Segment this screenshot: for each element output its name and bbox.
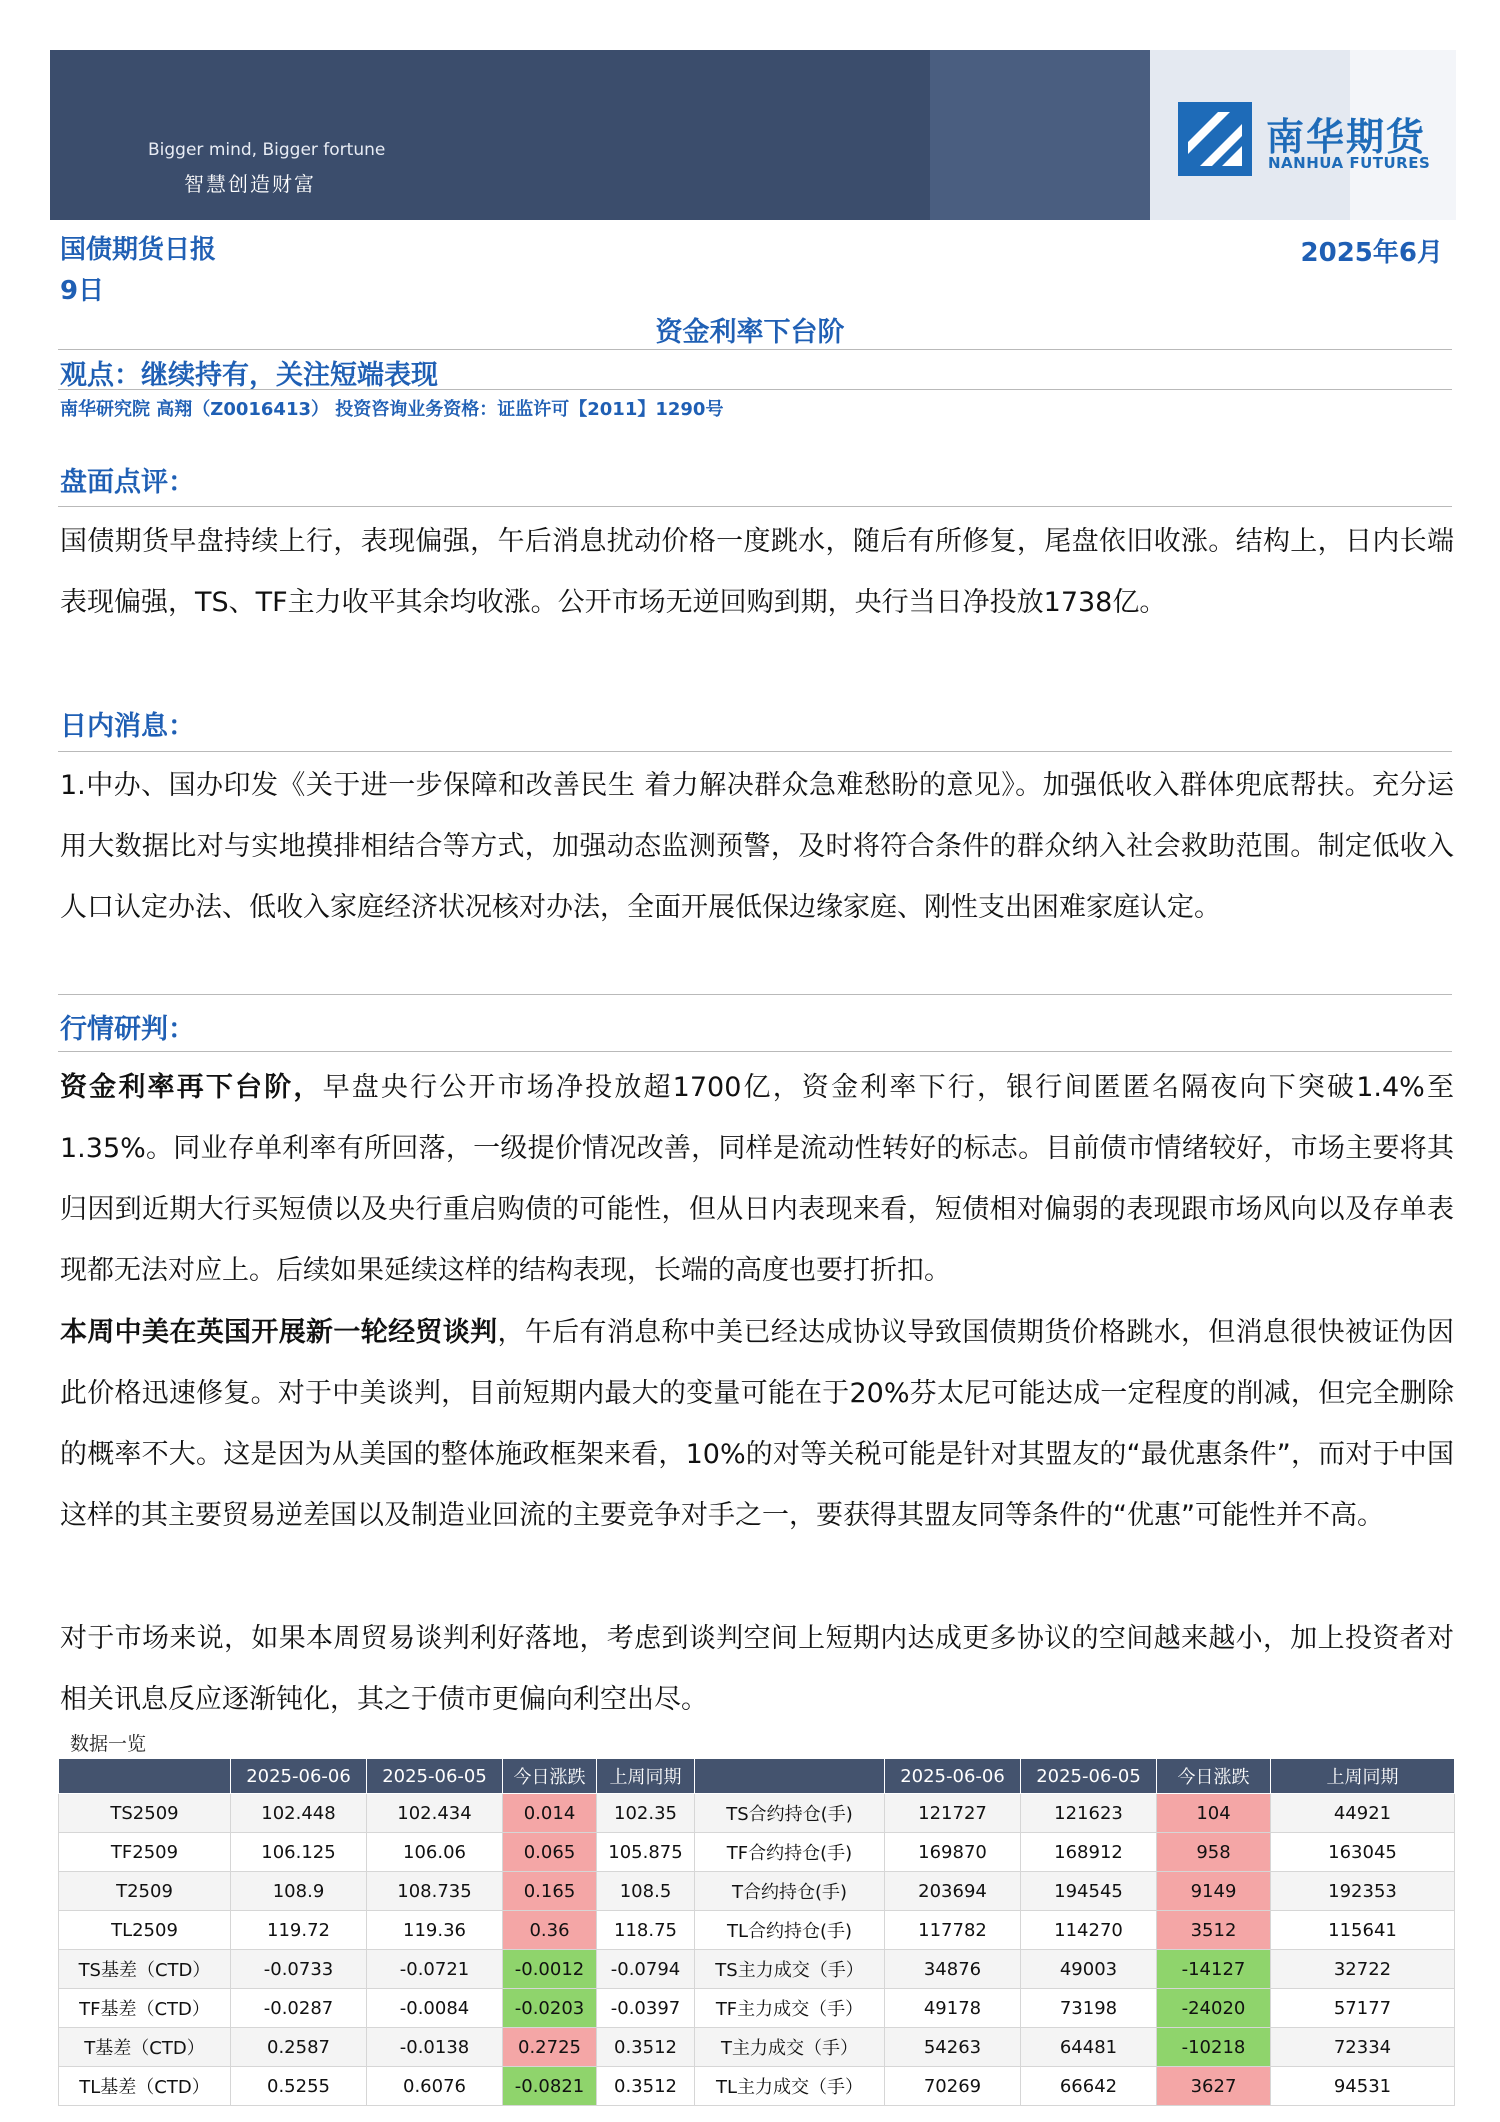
divider bbox=[58, 506, 1452, 507]
table-row bbox=[59, 1833, 1455, 1872]
table-cell: TF合约持仓(手) bbox=[695, 1833, 885, 1872]
table-cell: -0.0138 bbox=[367, 2028, 503, 2067]
table-cell: 169870 bbox=[885, 1833, 1021, 1872]
table-header-row bbox=[59, 1759, 1455, 1794]
table-cell: TS基差（CTD） bbox=[59, 1950, 231, 1989]
table-row bbox=[59, 2028, 1455, 2067]
table-cell: -0.0821 bbox=[503, 2067, 597, 2106]
table-cell: 0.014 bbox=[503, 1794, 597, 1833]
table-cell: 102.35 bbox=[597, 1794, 695, 1833]
table-cell: 3627 bbox=[1157, 2067, 1271, 2106]
table-row bbox=[59, 1794, 1455, 1833]
table-cell: 32722 bbox=[1271, 1950, 1455, 1989]
table-cell: -0.0203 bbox=[503, 1989, 597, 2028]
table-cell: 0.5255 bbox=[231, 2067, 367, 2106]
table-cell: 49178 bbox=[885, 1989, 1021, 2028]
data-table bbox=[58, 1758, 1455, 2106]
table-cell: 34876 bbox=[885, 1950, 1021, 1989]
table-cell: 49003 bbox=[1021, 1950, 1157, 1989]
table-cell: TL合约持仓(手) bbox=[695, 1911, 885, 1950]
table-cell: -0.0287 bbox=[231, 1989, 367, 2028]
table-cell: 108.735 bbox=[367, 1872, 503, 1911]
table-cell: 192353 bbox=[1271, 1872, 1455, 1911]
table-cell: 106.06 bbox=[367, 1833, 503, 1872]
table-cell: 121623 bbox=[1021, 1794, 1157, 1833]
table-cell: 72334 bbox=[1271, 2028, 1455, 2067]
table-cell: 70269 bbox=[885, 2067, 1021, 2106]
table-cell: -10218 bbox=[1157, 2028, 1271, 2067]
table-row bbox=[59, 1950, 1455, 1989]
table-cell: TF基差（CTD） bbox=[59, 1989, 231, 2028]
report-title: 国债期货日报 bbox=[60, 235, 217, 265]
logo-mark-icon bbox=[1178, 102, 1252, 176]
review-paragraph: 国债期货早盘持续上行，表现偏强，午后消息扰动价格一度跳水，随后有所修复，尾盘依旧收涨。结构上，日内长端表现偏强，TS、TF主力收平其余均收涨。公开市场无逆回购到期，央行当日净投放1738亿。 bbox=[60, 526, 1454, 618]
table-row bbox=[59, 1911, 1455, 1950]
table-cell: 168912 bbox=[1021, 1833, 1157, 1872]
table-header: 2025-06-06 bbox=[885, 1759, 1021, 1794]
analysis-lead-1: 资金利率再下台阶， bbox=[60, 1072, 323, 1103]
table-cell: -0.0721 bbox=[367, 1950, 503, 1989]
table-cell: -0.0084 bbox=[367, 1989, 503, 2028]
table-cell: -24020 bbox=[1157, 1989, 1271, 2028]
section-heading-review: 盘面点评： bbox=[60, 467, 195, 498]
table-cell: 0.36 bbox=[503, 1911, 597, 1950]
report-headline: 资金利率下台阶 bbox=[655, 317, 845, 348]
table-cell: 57177 bbox=[1271, 1989, 1455, 2028]
table-cell: 105.875 bbox=[597, 1833, 695, 1872]
table-row bbox=[59, 2067, 1455, 2106]
table-cell: 54263 bbox=[885, 2028, 1021, 2067]
table-cell: 114270 bbox=[1021, 1911, 1157, 1950]
analysis-text-1: 早盘央行公开市场净投放超1700亿，资金利率下行，银行间匿匿名隔夜向下突破1.4%至1.35%。同业存单利率有所回落，一级提价情况改善，同样是流动性转好的标志。目前债市情绪较好，市场主要将其归因到近期大行买短债以及央行重启购债的可能性，但从日内表现来看，短债相对偏弱的表现跟市场风向以及存单表现都无法对应上。后续如果延续这样的结构表现，长端的高度也要打折扣。 bbox=[60, 1072, 1454, 1286]
table-cell: 117782 bbox=[885, 1911, 1021, 1950]
table-cell: TL主力成交（手） bbox=[695, 2067, 885, 2106]
table-cell: -0.0733 bbox=[231, 1950, 367, 1989]
table-cell: 119.72 bbox=[231, 1911, 367, 1950]
table-cell: 0.2587 bbox=[231, 2028, 367, 2067]
table-header: 2025-06-05 bbox=[1021, 1759, 1157, 1794]
divider bbox=[58, 1051, 1452, 1052]
section-heading-news: 日内消息： bbox=[60, 711, 195, 742]
section-heading-analysis: 行情研判： bbox=[60, 1014, 195, 1045]
table-cell: 121727 bbox=[885, 1794, 1021, 1833]
table-cell: 958 bbox=[1157, 1833, 1271, 1872]
header-banner bbox=[50, 50, 1456, 220]
logo-name-chinese: 南华期货 bbox=[1266, 115, 1427, 159]
table-cell: 0.065 bbox=[503, 1833, 597, 1872]
table-cell: TS2509 bbox=[59, 1794, 231, 1833]
table-header: 今日涨跌 bbox=[503, 1759, 597, 1794]
logo-name-english: NANHUA FUTURES bbox=[1268, 154, 1431, 172]
table-cell: -0.0397 bbox=[597, 1989, 695, 2028]
table-cell: 108.9 bbox=[231, 1872, 367, 1911]
author-line: 南华研究院 高翔（Z0016413） 投资咨询业务资格：证监许可【2011】1290号 bbox=[60, 399, 724, 420]
table-caption: 数据一览 bbox=[70, 1733, 147, 1755]
slogan-english: Bigger mind, Bigger fortune bbox=[148, 140, 386, 160]
table-cell: 106.125 bbox=[231, 1833, 367, 1872]
table-header: 2025-06-06 bbox=[231, 1759, 367, 1794]
table-cell: 118.75 bbox=[597, 1911, 695, 1950]
table-cell: 102.448 bbox=[231, 1794, 367, 1833]
table-header bbox=[59, 1759, 231, 1794]
table-cell: 3512 bbox=[1157, 1911, 1271, 1950]
table-cell: 108.5 bbox=[597, 1872, 695, 1911]
slogan-chinese: 智慧创造财富 bbox=[184, 172, 316, 196]
table-cell: 73198 bbox=[1021, 1989, 1157, 2028]
divider bbox=[58, 349, 1452, 350]
table-cell: -0.0012 bbox=[503, 1950, 597, 1989]
table-cell: 0.165 bbox=[503, 1872, 597, 1911]
company-logo bbox=[1178, 98, 1438, 178]
table-cell: 115641 bbox=[1271, 1911, 1455, 1950]
table-cell: TF2509 bbox=[59, 1833, 231, 1872]
table-cell: -14127 bbox=[1157, 1950, 1271, 1989]
banner-shade bbox=[930, 50, 1150, 220]
divider bbox=[58, 389, 1452, 390]
table-cell: 0.3512 bbox=[597, 2028, 695, 2067]
table-cell: 163045 bbox=[1271, 1833, 1455, 1872]
viewpoint: 观点：继续持有，关注短端表现 bbox=[60, 360, 438, 391]
table-header: 上周同期 bbox=[1271, 1759, 1455, 1794]
table-cell: 64481 bbox=[1021, 2028, 1157, 2067]
table-header bbox=[695, 1759, 885, 1794]
analysis-paragraph-3: 对于市场来说，如果本周贸易谈判利好落地，考虑到谈判空间上短期内达成更多协议的空间越来越小，加上投资者对相关讯息反应逐渐钝化，其之于债市更偏向利空出尽。 bbox=[60, 1623, 1454, 1715]
table-cell: 66642 bbox=[1021, 2067, 1157, 2106]
table-cell: 104 bbox=[1157, 1794, 1271, 1833]
news-paragraph: 1.中办、国办印发《关于进一步保障和改善民生 着力解决群众急难愁盼的意见》。加强低收入群体兜底帮扶。充分运用大数据比对与实地摸排相结合等方式，加强动态监测预警，及时将符合条件的群众纳入社会救助范围。制定低收入人口认定办法、低收入家庭经济状况核对办法，全面开展低保边缘家庭、刚性支出困难家庭认定。 bbox=[60, 770, 1454, 923]
table-cell: TS主力成交（手） bbox=[695, 1950, 885, 1989]
table-cell: TS合约持仓(手) bbox=[695, 1794, 885, 1833]
analysis-lead-2: 本周中美在英国开展新一轮经贸谈判 bbox=[60, 1317, 498, 1348]
table-cell: 119.36 bbox=[367, 1911, 503, 1950]
analysis-text-2: ，午后有消息称中美已经达成协议导致国债期货价格跳水，但消息很快被证伪因此价格迅速修复。对于中美谈判，目前短期内最大的变量可能在于20%芬太尼可能达成一定程度的削减，但完全删除的概率不大。这是因为从美国的整体施政框架来看，10%的对等关税可能是针对其盟友的“最优惠条件”，而对于中国这样的其主要贸易逆差国以及制造业回流的主要竞争对手之一，要获得其盟友同等条件的“优惠”可能性并不高。 bbox=[60, 1317, 1455, 1531]
table-cell: T2509 bbox=[59, 1872, 231, 1911]
divider bbox=[58, 994, 1452, 995]
table-cell: TL基差（CTD） bbox=[59, 2067, 231, 2106]
table-cell: TF主力成交（手） bbox=[695, 1989, 885, 2028]
divider bbox=[58, 751, 1452, 752]
table-cell: T合约持仓(手) bbox=[695, 1872, 885, 1911]
analysis-paragraph-2 bbox=[60, 1302, 1454, 1546]
report-date: 2025年6月 bbox=[1300, 238, 1443, 268]
table-cell: 194545 bbox=[1021, 1872, 1157, 1911]
table-cell: 0.6076 bbox=[367, 2067, 503, 2106]
table-cell: TL2509 bbox=[59, 1911, 231, 1950]
table-cell: 102.434 bbox=[367, 1794, 503, 1833]
table-row bbox=[59, 1989, 1455, 2028]
table-cell: T主力成交（手） bbox=[695, 2028, 885, 2067]
report-date-day: 9日 bbox=[60, 276, 105, 306]
table-cell: 0.3512 bbox=[597, 2067, 695, 2106]
table-cell: T基差（CTD） bbox=[59, 2028, 231, 2067]
table-header: 上周同期 bbox=[597, 1759, 695, 1794]
table-cell: 44921 bbox=[1271, 1794, 1455, 1833]
analysis-paragraph-1 bbox=[60, 1057, 1454, 1301]
table-cell: 94531 bbox=[1271, 2067, 1455, 2106]
table-header: 2025-06-05 bbox=[367, 1759, 503, 1794]
table-cell: 9149 bbox=[1157, 1872, 1271, 1911]
table-cell: -0.0794 bbox=[597, 1950, 695, 1989]
table-row bbox=[59, 1872, 1455, 1911]
table-header: 今日涨跌 bbox=[1157, 1759, 1271, 1794]
table-cell: 0.2725 bbox=[503, 2028, 597, 2067]
table-cell: 203694 bbox=[885, 1872, 1021, 1911]
